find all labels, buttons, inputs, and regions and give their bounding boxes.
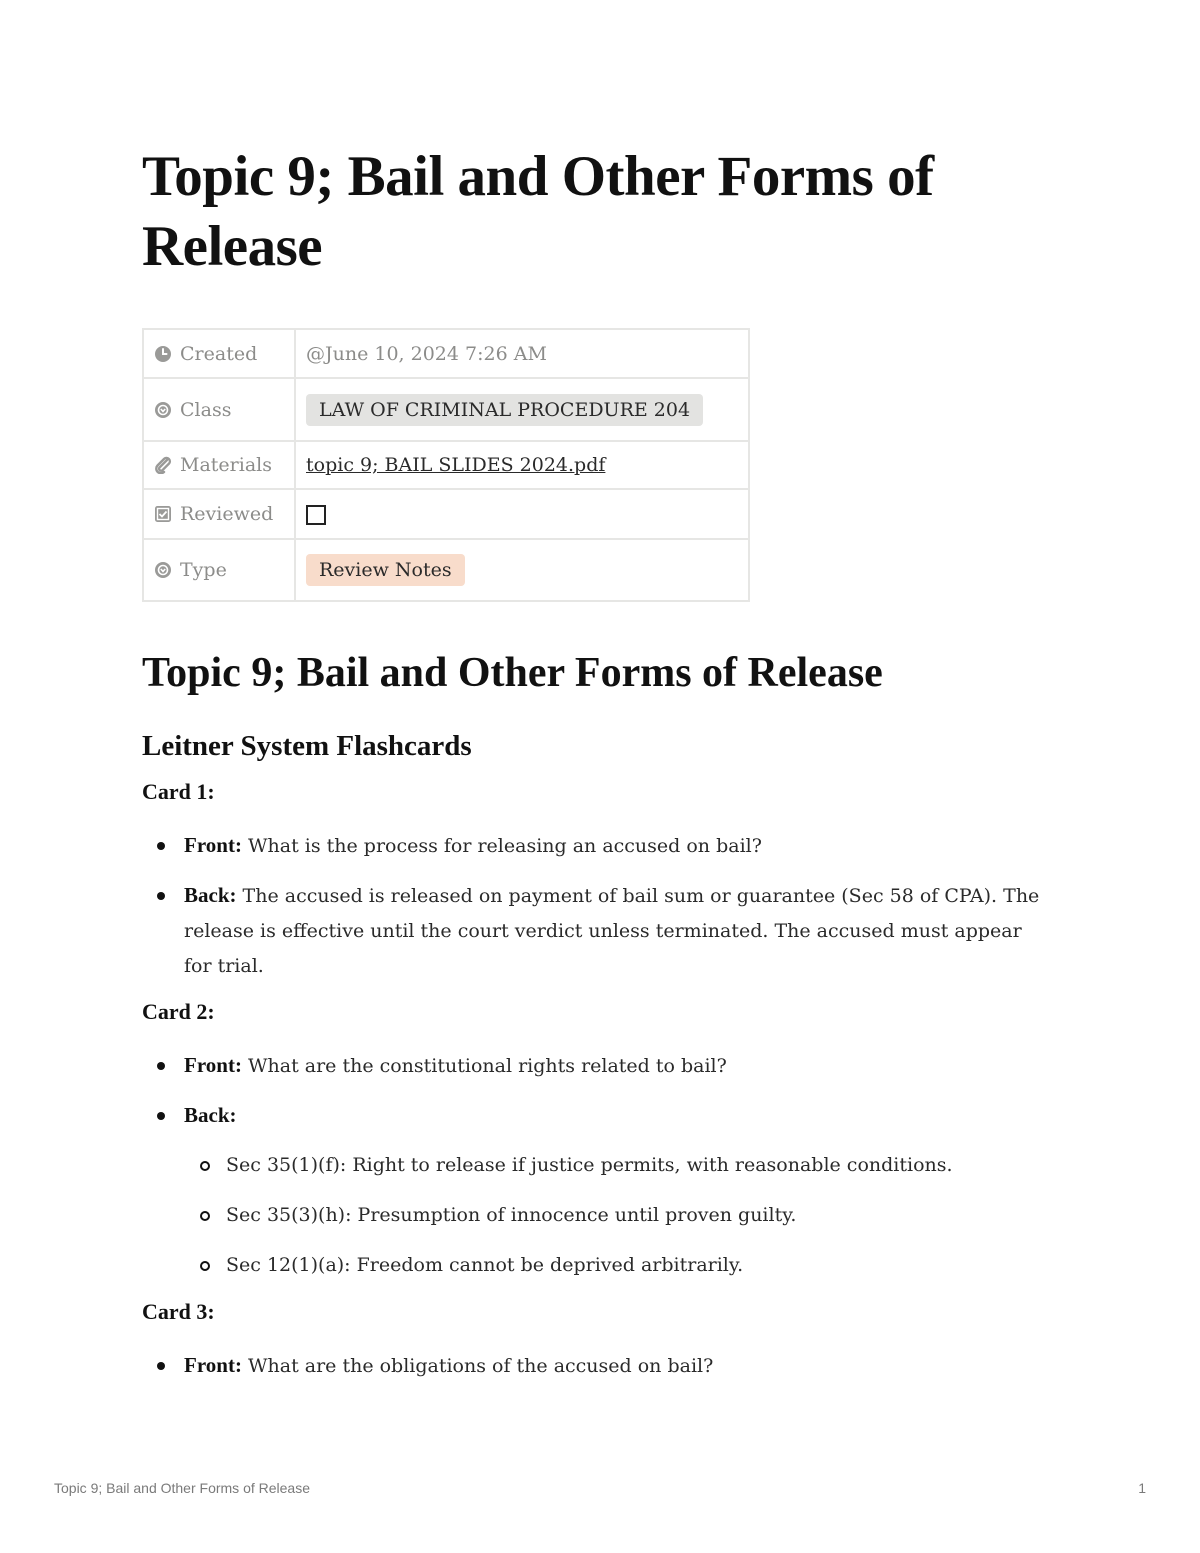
property-row-type <box>143 539 749 601</box>
select-icon <box>154 561 172 579</box>
property-row-created <box>143 329 749 378</box>
property-key-label: Created <box>180 342 258 365</box>
property-key-type <box>143 539 295 601</box>
list-item <box>142 828 1042 864</box>
front-label: Front: <box>184 1053 242 1077</box>
card-front-text: What is the process for releasing an accused on bail? <box>247 835 762 857</box>
front-label: Front: <box>184 833 242 857</box>
property-key-label: Materials <box>180 454 272 476</box>
property-key-class <box>143 378 295 441</box>
card-title: Card 1: <box>142 779 215 804</box>
select-icon <box>154 401 172 419</box>
property-row-materials <box>143 441 749 489</box>
card-back-text: The accused is released on payment of bail sum or guarantee (Sec 58 of CPA). The release is effective until the court verdict unless terminated. The accused must appear for trial. <box>184 885 1040 977</box>
card-title: Card 3: <box>142 1299 215 1324</box>
properties-table <box>142 328 750 602</box>
property-key-reviewed <box>143 489 295 539</box>
back-label: Back: <box>184 883 237 907</box>
front-label: Front: <box>184 1353 242 1377</box>
card-front-text: What are the obligations of the accused on bail? <box>247 1355 714 1377</box>
page-content <box>142 728 1042 1398</box>
card-list <box>142 828 1042 984</box>
sub-list <box>184 1148 1042 1283</box>
property-key-label: Reviewed <box>180 503 274 525</box>
created-date: @June 10, 2024 7:26 AM <box>306 342 547 365</box>
sub-list-item: Sec 12(1)(a): Freedom cannot be deprived arbitrarily. <box>184 1248 1042 1283</box>
property-value-materials <box>295 441 749 489</box>
property-value-class <box>295 378 749 441</box>
list-item <box>142 1048 1042 1084</box>
sub-list-item: Sec 35(1)(f): Right to release if justice permits, with reasonable conditions. <box>184 1148 1042 1183</box>
subsection-heading: Leitner System Flashcards <box>142 730 472 762</box>
footer-title: Topic 9; Bail and Other Forms of Release <box>54 1480 311 1496</box>
card-front-text: What are the constitutional rights related to bail? <box>247 1055 727 1077</box>
property-row-reviewed <box>143 489 749 539</box>
page-number: 1 <box>1138 1480 1146 1496</box>
reviewed-checkbox[interactable] <box>306 505 326 525</box>
card-title: Card 2: <box>142 999 215 1024</box>
property-key-materials <box>143 441 295 489</box>
list-item <box>142 1098 1042 1283</box>
card-list <box>142 1048 1042 1283</box>
property-row-class <box>143 378 749 441</box>
property-key-created <box>143 329 295 378</box>
card-list <box>142 1348 1042 1384</box>
property-value-reviewed <box>295 489 749 539</box>
checkbox-icon <box>154 505 172 523</box>
type-tag[interactable]: Review Notes <box>306 554 465 586</box>
materials-file-link[interactable]: topic 9; BAIL SLIDES 2024.pdf <box>306 454 606 476</box>
section-heading: Topic 9; Bail and Other Forms of Release <box>142 650 883 696</box>
clock-icon <box>154 345 172 363</box>
property-key-label: Class <box>180 398 232 421</box>
list-item <box>142 1348 1042 1384</box>
sub-list-item: Sec 35(3)(h): Presumption of innocence until proven guilty. <box>184 1198 1042 1233</box>
page-title: Topic 9; Bail and Other Forms of Release <box>142 145 934 278</box>
back-label: Back: <box>184 1103 237 1127</box>
property-key-label: Type <box>180 559 227 581</box>
property-value-created <box>295 329 749 378</box>
paperclip-icon <box>154 456 172 474</box>
list-item <box>142 878 1042 984</box>
class-tag[interactable]: LAW OF CRIMINAL PROCEDURE 204 <box>306 394 703 426</box>
property-value-type <box>295 539 749 601</box>
